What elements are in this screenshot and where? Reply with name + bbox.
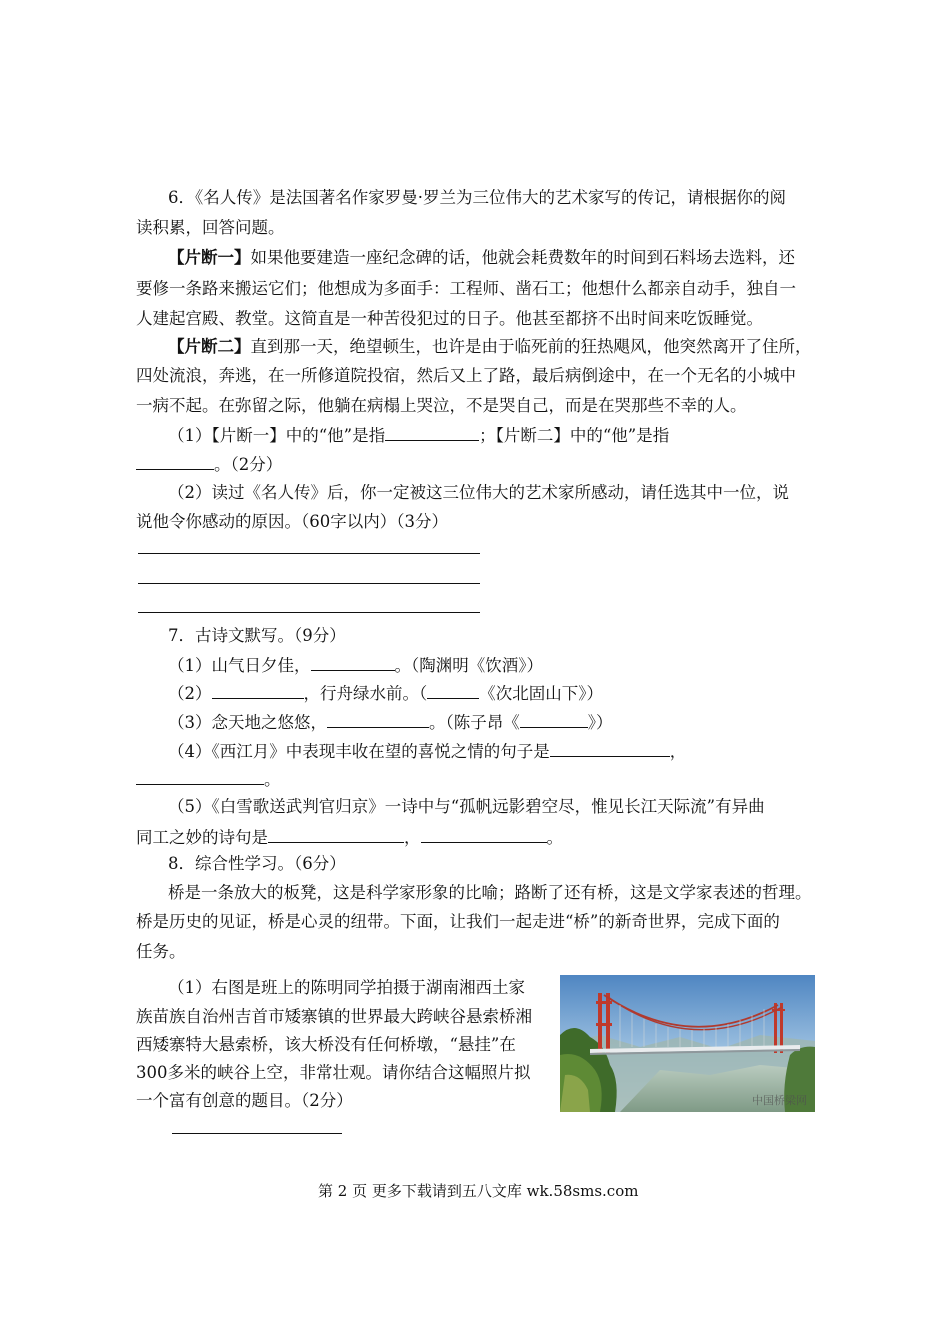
fragment1-label: 【片断一】: [168, 248, 251, 267]
q7-sub3-text-a: （3）念天地之悠悠，: [168, 713, 327, 732]
fragment2-text: 直到那一天，绝望顿生，也许是由于临死前的狂热飓风，他突然离开了住所，: [250, 337, 812, 356]
q7-sub5-text-a: 同工之妙的诗句是: [136, 828, 268, 847]
q7-sub4-blank2[interactable]: [136, 768, 264, 785]
q8-sub1-line2: 族苗族自治州吉首市矮寨镇的世界最大跨峡谷悬索桥湘: [136, 1007, 532, 1026]
q6-sub2-line2: 说他令你感动的原因。（60字以内）（3分）: [136, 512, 448, 531]
q6-sub1-text-a: （1）【片断一】中的“他”是指: [168, 426, 386, 445]
q6-intro-line2: 读积累，回答问题。: [136, 218, 285, 237]
q7-sub2-text-a: （2）: [168, 684, 212, 703]
q7-sub4-text-c: 。: [264, 770, 281, 789]
q7-sub4-text-a: （4）《西江月》中表现丰收在望的喜悦之情的句子是: [168, 742, 550, 761]
q8-paragraph-line1: 桥是一条放大的板凳，这是科学家形象的比喻；路断了还有桥，这是文学家表述的哲理。: [168, 883, 812, 902]
q6-sub1-text-b: ；【片断二】中的“他”是指: [479, 426, 670, 445]
q7-sub5-blank2[interactable]: [421, 826, 547, 843]
q6-fragment1-line2: 要修一条路来搬运它们；他想成为多面手：工程师、凿石工；他想什么都亲自动手，独自一: [136, 279, 796, 298]
q7-sub2-blank1[interactable]: [212, 682, 304, 699]
q7-title: 7．古诗文默写。（9分）: [168, 626, 346, 645]
q6-intro-line1: 6．《名人传》是法国著名作家罗曼·罗兰为三位伟大的艺术家写的传记，请根据你的阅: [168, 188, 786, 207]
q7-sub5-line2: [136, 826, 563, 848]
q7-sub5-text-c: 。: [546, 828, 563, 847]
q7-sub4-blank1[interactable]: [550, 740, 670, 757]
q7-sub4-text-b: ，: [669, 742, 687, 761]
q7-sub5-blank1[interactable]: [268, 826, 404, 843]
q7-sub2-text-c: 《次北固山下》）: [479, 684, 603, 703]
q6-answer-line-1[interactable]: [138, 553, 480, 554]
q7-sub3-text-b: 。（陈子昂《: [429, 713, 520, 732]
q8-sub1-line1: （1）右图是班上的陈明同学拍摄于湖南湘西土家: [168, 978, 525, 997]
q8-sub1-line3: 西矮寨特大悬索桥，该大桥没有任何桥墩，“悬挂”在: [136, 1035, 516, 1054]
q7-sub2-blank2[interactable]: [427, 682, 479, 699]
q7-sub2-text-b: ，行舟绿水前。（: [303, 684, 428, 703]
q7-sub1-blank[interactable]: [311, 654, 395, 671]
q7-sub1: [168, 654, 543, 676]
q8-sub1-line4: 300多米的峡谷上空，非常壮观。请你结合这幅照片拟: [136, 1063, 531, 1082]
q7-sub3-text-c: 》）: [587, 713, 613, 732]
q7-sub1-text-a: （1）山气日夕佳，: [168, 656, 311, 675]
q6-sub1-line2: [136, 453, 282, 475]
q6-sub1-blank2[interactable]: [136, 453, 214, 470]
q6-fragment1-line1: [168, 248, 795, 268]
q7-sub5-line1: （5）《白雪歌送武判官归京》一诗中与“孤帆远影碧空尽，惟见长江天际流”有异曲: [168, 797, 765, 816]
fragment2-label: 【片断二】: [168, 337, 251, 356]
q7-sub2: [168, 682, 603, 704]
q8-paragraph-line3: 任务。: [136, 942, 186, 961]
bridge-photo: [560, 975, 815, 1112]
page-footer: 第 2 页 更多下载请到五八文库 wk.58sms.com: [318, 1182, 639, 1200]
q6-sub1-line1: [168, 424, 669, 446]
q7-sub5-text-b: ，: [404, 828, 421, 847]
q7-sub3-blank1[interactable]: [327, 711, 429, 728]
q7-sub4-line2: [136, 768, 281, 790]
q8-paragraph-line2: 桥是历史的见证，桥是心灵的纽带。下面，让我们一起走进“桥”的新奇世界，完成下面的: [136, 912, 780, 931]
q7-sub3-blank2[interactable]: [520, 711, 588, 728]
q6-fragment1-line3: 人建起宫殿、教堂。这简直是一种苦役犯过的日子。他甚至都挤不出时间来吃饭睡觉。: [136, 309, 763, 328]
q8-sub1-line5: 一个富有创意的题目。（2分）: [136, 1091, 353, 1110]
q6-fragment2-line3: 一病不起。在弥留之际，他躺在病榻上哭泣，不是哭自己，而是在哭那些不幸的人。: [136, 396, 747, 415]
q6-sub2-line1: （2）读过《名人传》后，你一定被这三位伟大的艺术家所感动，请任选其中一位，说: [168, 483, 789, 502]
q6-answer-line-2[interactable]: [138, 583, 480, 584]
q8-title: 8．综合性学习。（6分）: [168, 854, 346, 873]
fragment1-text: 如果他要建造一座纪念碑的话，他就会耗费数年的时间到石料场去选料，还: [250, 248, 795, 267]
q7-sub4-line1: [168, 740, 686, 762]
q8-answer-line[interactable]: [172, 1133, 342, 1134]
q7-sub1-text-b: 。（陶渊明《饮酒》）: [394, 656, 543, 675]
q6-fragment2-line1: [168, 337, 812, 357]
photo-watermark: 中国桥梁网: [752, 1094, 807, 1107]
q6-fragment2-line2: 四处流浪，奔逃，在一所修道院投宿，然后又上了路，最后病倒途中，在一个无名的小城中: [136, 366, 796, 385]
q7-sub3: [168, 711, 613, 733]
q6-answer-line-3[interactable]: [138, 612, 480, 613]
q6-sub1-text-c: 。（2分）: [214, 455, 283, 474]
q6-sub1-blank1[interactable]: [385, 424, 479, 441]
